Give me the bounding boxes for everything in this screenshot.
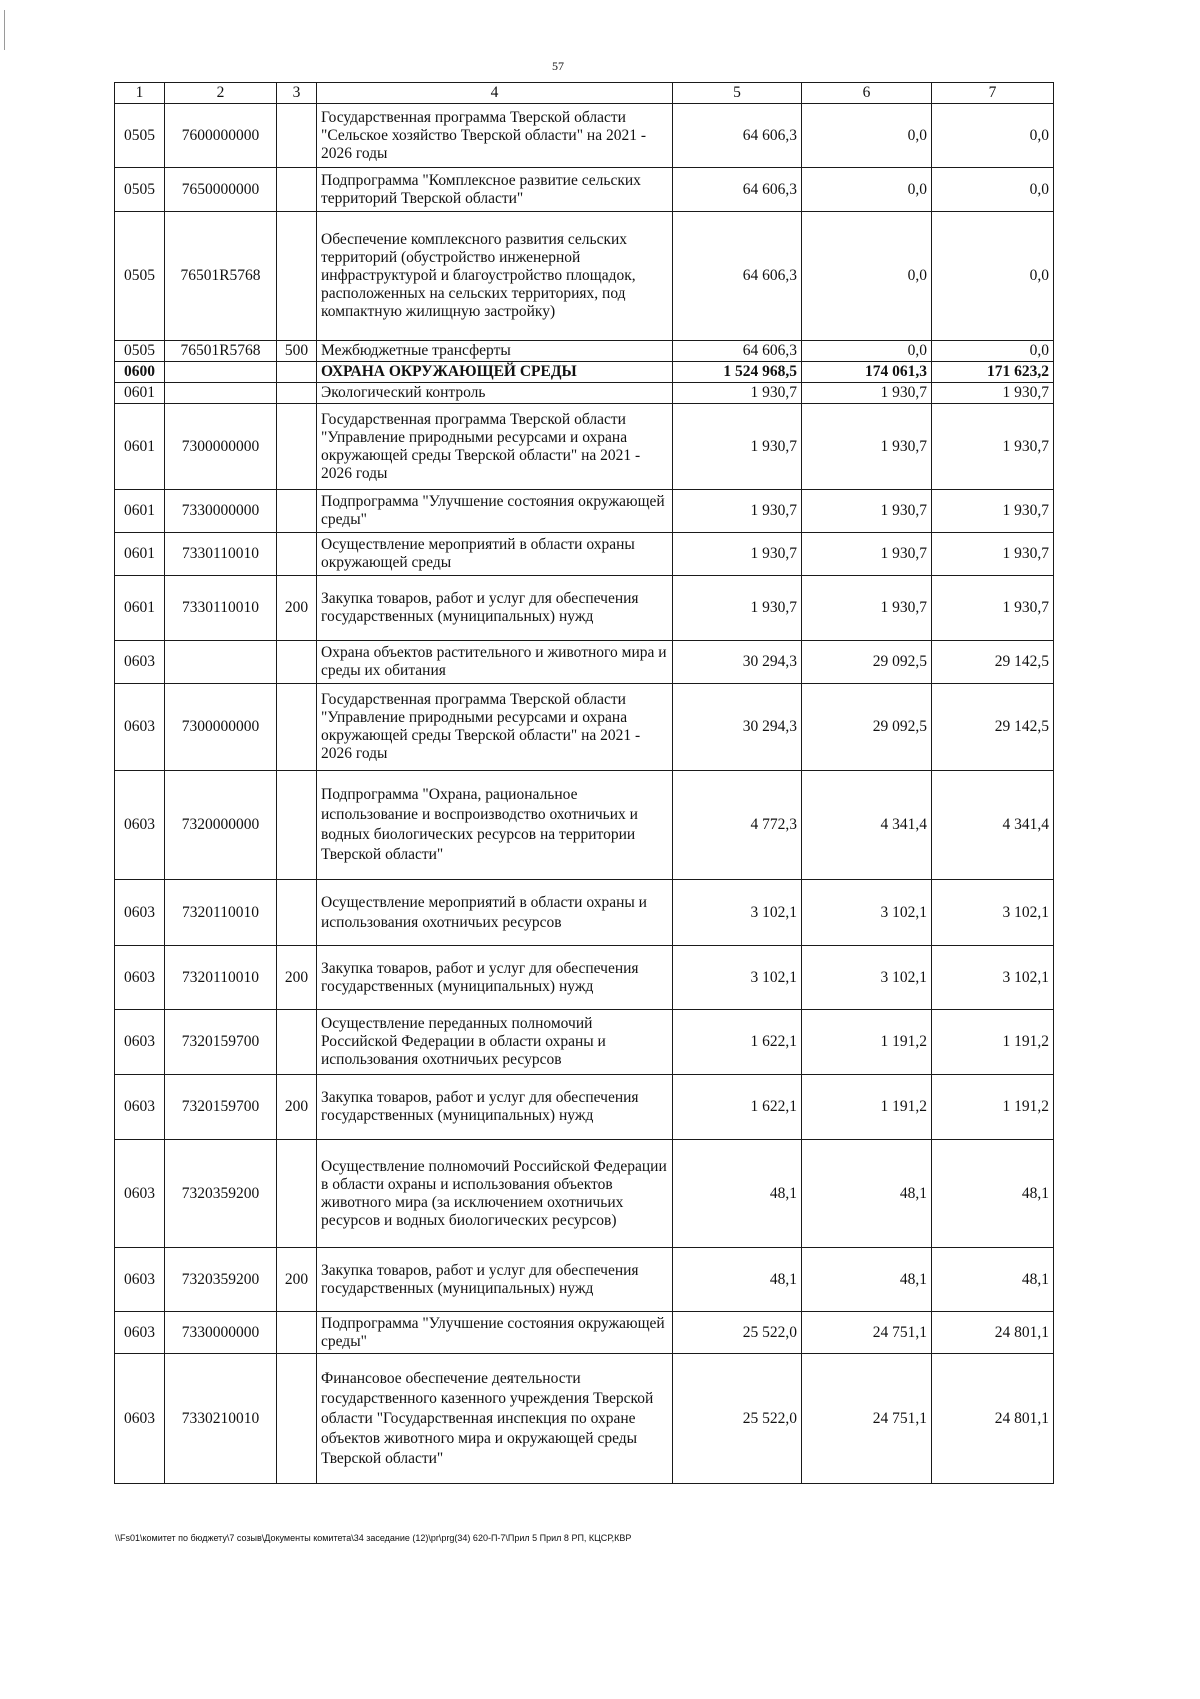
item-name: ОХРАНА ОКРУЖАЮЩЕЙ СРЕДЫ [317, 362, 673, 383]
item-name: Государственная программа Тверской области "Управление природными ресурсами и охрана окружающей среды Тверской области" на 2021 - 2026 годы [317, 404, 673, 490]
value-col5: 30 294,3 [673, 641, 802, 684]
value-col7: 0,0 [932, 168, 1054, 212]
target-code [165, 362, 277, 383]
value-col5: 64 606,3 [673, 104, 802, 168]
value-col7: 29 142,5 [932, 641, 1054, 684]
item-name: Закупка товаров, работ и услуг для обеспечения государственных (муниципальных) нужд [317, 576, 673, 641]
value-col7: 3 102,1 [932, 880, 1054, 946]
table-row [115, 1010, 1054, 1075]
expense-type-code [277, 104, 317, 168]
value-col6: 3 102,1 [802, 880, 932, 946]
expense-type-code [277, 404, 317, 490]
header-row [115, 83, 1054, 104]
value-col7: 0,0 [932, 341, 1054, 362]
header-cell: 7 [932, 83, 1054, 104]
value-col6: 1 930,7 [802, 383, 932, 404]
value-col5: 1 930,7 [673, 576, 802, 641]
table-row [115, 1140, 1054, 1248]
item-name: Охрана объектов растительного и животного мира и среды их обитания [317, 641, 673, 684]
section-code: 0601 [115, 383, 165, 404]
item-name: Подпрограмма "Улучшение состояния окружающей среды" [317, 490, 673, 533]
item-name: Закупка товаров, работ и услуг для обеспечения государственных (муниципальных) нужд [317, 946, 673, 1010]
item-name: Подпрограмма "Комплексное развитие сельских территорий Тверской области" [317, 168, 673, 212]
target-code: 7320110010 [165, 946, 277, 1010]
expense-type-code [277, 684, 317, 771]
section-code: 0603 [115, 641, 165, 684]
value-col5: 25 522,0 [673, 1312, 802, 1354]
value-col5: 1 930,7 [673, 533, 802, 576]
item-name: Обеспечение комплексного развития сельских территорий (обустройство инженерной инфраструктурой и благоустройство площадок, расположенных на сельских территориях, под компактную жилищную застройку) [317, 212, 673, 341]
target-code: 7330210010 [165, 1354, 277, 1484]
value-col7: 1 930,7 [932, 404, 1054, 490]
expense-type-code: 200 [277, 1075, 317, 1140]
value-col6: 1 930,7 [802, 404, 932, 490]
table-row [115, 383, 1054, 404]
target-code: 7600000000 [165, 104, 277, 168]
target-code: 7330110010 [165, 576, 277, 641]
value-col7: 48,1 [932, 1248, 1054, 1312]
value-col7: 48,1 [932, 1140, 1054, 1248]
item-name: Осуществление мероприятий в области охраны окружающей среды [317, 533, 673, 576]
target-code: 7330000000 [165, 1312, 277, 1354]
section-code: 0603 [115, 684, 165, 771]
expense-type-code [277, 212, 317, 341]
expense-type-code [277, 533, 317, 576]
item-name: Осуществление переданных полномочий Российской Федерации в области охраны и использования охотничьих ресурсов [317, 1010, 673, 1075]
target-code: 7320159700 [165, 1075, 277, 1140]
value-col7: 1 191,2 [932, 1010, 1054, 1075]
target-code: 7320359200 [165, 1248, 277, 1312]
table-row [115, 341, 1054, 362]
expense-type-code: 200 [277, 1248, 317, 1312]
page-number: 57 [552, 59, 564, 73]
expense-type-code [277, 641, 317, 684]
table-row [115, 684, 1054, 771]
value-col7: 1 930,7 [932, 533, 1054, 576]
table-row [115, 212, 1054, 341]
item-name: Подпрограмма "Улучшение состояния окружающей среды" [317, 1312, 673, 1354]
value-col6: 48,1 [802, 1140, 932, 1248]
value-col6: 24 751,1 [802, 1312, 932, 1354]
target-code: 7650000000 [165, 168, 277, 212]
section-code: 0601 [115, 404, 165, 490]
value-col5: 1 524 968,5 [673, 362, 802, 383]
section-code: 0600 [115, 362, 165, 383]
value-col5: 64 606,3 [673, 212, 802, 341]
table-row [115, 880, 1054, 946]
value-col6: 0,0 [802, 341, 932, 362]
value-col6: 1 930,7 [802, 576, 932, 641]
target-code: 7300000000 [165, 404, 277, 490]
value-col5: 3 102,1 [673, 880, 802, 946]
value-col7: 29 142,5 [932, 684, 1054, 771]
value-col6: 4 341,4 [802, 771, 932, 880]
table-row [115, 1075, 1054, 1140]
header-cell: 1 [115, 83, 165, 104]
value-col6: 24 751,1 [802, 1354, 932, 1484]
value-col6: 0,0 [802, 104, 932, 168]
value-col6: 174 061,3 [802, 362, 932, 383]
item-name: Финансовое обеспечение деятельности государственного казенного учреждения Тверской области "Государственная инспекция по охране объектов животного мира и окружающей среды Тверской области" [317, 1354, 673, 1484]
value-col7: 3 102,1 [932, 946, 1054, 1010]
table-row [115, 1312, 1054, 1354]
value-col5: 64 606,3 [673, 168, 802, 212]
section-code: 0603 [115, 1140, 165, 1248]
budget-table [114, 82, 1054, 1484]
section-code: 0603 [115, 1248, 165, 1312]
item-name: Закупка товаров, работ и услуг для обеспечения государственных (муниципальных) нужд [317, 1248, 673, 1312]
section-code: 0603 [115, 1354, 165, 1484]
expense-type-code [277, 880, 317, 946]
value-col7: 0,0 [932, 104, 1054, 168]
expense-type-code [277, 1312, 317, 1354]
expense-type-code [277, 1010, 317, 1075]
target-code: 7330110010 [165, 533, 277, 576]
expense-type-code [277, 771, 317, 880]
value-col5: 64 606,3 [673, 341, 802, 362]
expense-type-code [277, 383, 317, 404]
item-name: Осуществление мероприятий в области охраны и использования охотничьих ресурсов [317, 880, 673, 946]
value-col6: 29 092,5 [802, 684, 932, 771]
table-row [115, 404, 1054, 490]
header-cell: 4 [317, 83, 673, 104]
value-col7: 24 801,1 [932, 1312, 1054, 1354]
item-name: Подпрограмма "Охрана, рациональное использование и воспроизводство охотничьих и водных биологических ресурсов на территории Тверской области" [317, 771, 673, 880]
value-col7: 4 341,4 [932, 771, 1054, 880]
section-code: 0603 [115, 946, 165, 1010]
section-code: 0603 [115, 880, 165, 946]
item-name: Закупка товаров, работ и услуг для обеспечения государственных (муниципальных) нужд [317, 1075, 673, 1140]
value-col5: 48,1 [673, 1248, 802, 1312]
section-code: 0601 [115, 533, 165, 576]
target-code: 7300000000 [165, 684, 277, 771]
target-code: 76501R5768 [165, 212, 277, 341]
header-cell: 5 [673, 83, 802, 104]
target-code: 76501R5768 [165, 341, 277, 362]
value-col7: 171 623,2 [932, 362, 1054, 383]
expense-type-code [277, 490, 317, 533]
section-code: 0603 [115, 1010, 165, 1075]
expense-type-code: 200 [277, 946, 317, 1010]
scan-margin-line [4, 10, 5, 50]
value-col5: 48,1 [673, 1140, 802, 1248]
target-code: 7320000000 [165, 771, 277, 880]
value-col6: 3 102,1 [802, 946, 932, 1010]
target-code: 7320110010 [165, 880, 277, 946]
expense-type-code: 500 [277, 341, 317, 362]
value-col6: 1 191,2 [802, 1010, 932, 1075]
item-name: Осуществление полномочий Российской Федерации в области охраны и использования объектов животного мира (за исключением охотничьих ресурсов и водных биологических ресурсов) [317, 1140, 673, 1248]
item-name: Государственная программа Тверской области "Сельское хозяйство Тверской области" на 2021 - 2026 годы [317, 104, 673, 168]
target-code: 7320159700 [165, 1010, 277, 1075]
value-col7: 1 191,2 [932, 1075, 1054, 1140]
expense-type-code [277, 362, 317, 383]
value-col5: 3 102,1 [673, 946, 802, 1010]
table-row [115, 576, 1054, 641]
value-col6: 29 092,5 [802, 641, 932, 684]
table-row [115, 1248, 1054, 1312]
value-col5: 25 522,0 [673, 1354, 802, 1484]
table-row [115, 533, 1054, 576]
section-code: 0505 [115, 168, 165, 212]
section-code: 0505 [115, 212, 165, 341]
section-code: 0603 [115, 771, 165, 880]
header-cell: 2 [165, 83, 277, 104]
target-code: 7320359200 [165, 1140, 277, 1248]
expense-type-code [277, 1140, 317, 1248]
value-col5: 1 930,7 [673, 404, 802, 490]
header-cell: 6 [802, 83, 932, 104]
value-col5: 30 294,3 [673, 684, 802, 771]
file-path-footer: \\Fs01\комитет по бюджету\7 созыв\Документы комитета\34 заседание (12)\pr\prg(34) 620-П-7\Прил 5 Прил 8 РП, КЦСР,КВР [115, 1533, 632, 1543]
target-code [165, 641, 277, 684]
table-row [115, 641, 1054, 684]
section-code: 0601 [115, 490, 165, 533]
value-col5: 1 930,7 [673, 490, 802, 533]
section-code: 0601 [115, 576, 165, 641]
target-code: 7330000000 [165, 490, 277, 533]
value-col5: 1 622,1 [673, 1010, 802, 1075]
target-code [165, 383, 277, 404]
item-name: Государственная программа Тверской области "Управление природными ресурсами и охрана окружающей среды Тверской области" на 2021 - 2026 годы [317, 684, 673, 771]
value-col5: 1 622,1 [673, 1075, 802, 1140]
value-col5: 4 772,3 [673, 771, 802, 880]
value-col6: 0,0 [802, 212, 932, 341]
value-col7: 1 930,7 [932, 490, 1054, 533]
table-row [115, 1354, 1054, 1484]
table-row [115, 490, 1054, 533]
table-row [115, 946, 1054, 1010]
item-name: Экологический контроль [317, 383, 673, 404]
section-code: 0603 [115, 1312, 165, 1354]
section-code: 0505 [115, 341, 165, 362]
value-col7: 0,0 [932, 212, 1054, 341]
expense-type-code: 200 [277, 576, 317, 641]
value-col7: 1 930,7 [932, 383, 1054, 404]
table-row [115, 168, 1054, 212]
value-col6: 1 930,7 [802, 533, 932, 576]
value-col7: 1 930,7 [932, 576, 1054, 641]
value-col6: 48,1 [802, 1248, 932, 1312]
value-col6: 1 930,7 [802, 490, 932, 533]
table-row [115, 104, 1054, 168]
section-code: 0603 [115, 1075, 165, 1140]
value-col7: 24 801,1 [932, 1354, 1054, 1484]
item-name: Межбюджетные трансферты [317, 341, 673, 362]
value-col6: 1 191,2 [802, 1075, 932, 1140]
expense-type-code [277, 1354, 317, 1484]
value-col5: 1 930,7 [673, 383, 802, 404]
section-code: 0505 [115, 104, 165, 168]
header-cell: 3 [277, 83, 317, 104]
value-col6: 0,0 [802, 168, 932, 212]
expense-type-code [277, 168, 317, 212]
table-row-section-total [115, 362, 1054, 383]
table-row [115, 771, 1054, 880]
